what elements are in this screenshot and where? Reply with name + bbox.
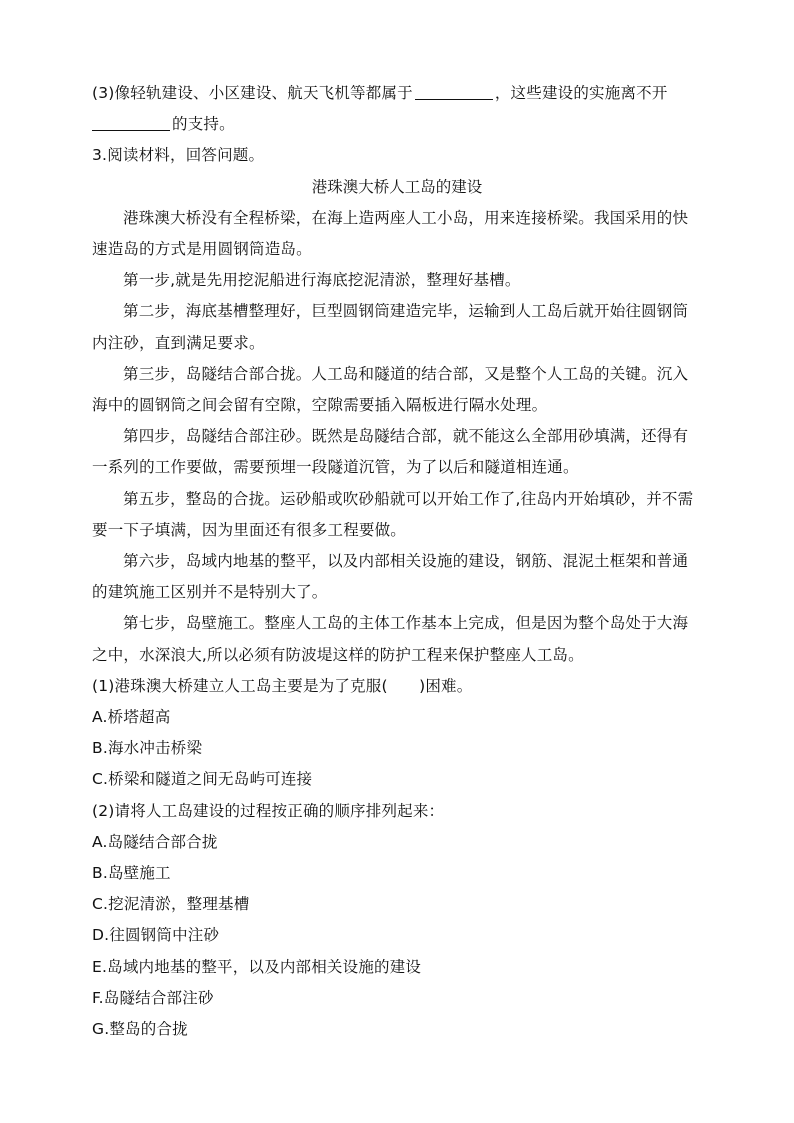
- article-line: 的建筑施工区别并不是特别大了。: [92, 583, 328, 602]
- question-2-option[interactable]: G.整岛的合拢: [92, 1020, 188, 1039]
- article-line: 第六步，岛域内地基的整平，以及内部相关设施的建设，钢筋、混泥土框架和普通: [123, 552, 689, 571]
- article-line: 第七步，岛壁施工。整座人工岛的主体工作基本上完成，但是因为整个岛处于大海: [123, 614, 689, 633]
- question-1-option[interactable]: A.桥塔超高: [92, 708, 171, 727]
- article-line: 要一下子填满，因为里面还有很多工程要做。: [92, 520, 407, 539]
- worksheet-page: [92, 78, 702, 1045]
- article-line: 第二步，海底基槽整理好，巨型圆钢筒建造完毕，运输到人工岛后就开始往圆钢筒: [123, 302, 689, 321]
- article-body: [92, 203, 702, 671]
- answer-blank-2[interactable]: [92, 112, 170, 131]
- article-line: 第一步,就是先用挖泥船进行海底挖泥清淤，整理好基槽。: [123, 271, 521, 290]
- article-line: 一系列的工作要做，需要预埋一段隧道沉管，为了以后和隧道相连通。: [92, 458, 579, 477]
- article-line: 速造岛的方式是用圆钢筒造岛。: [92, 240, 312, 259]
- question-2-option[interactable]: F.岛隧结合部注砂: [92, 988, 214, 1007]
- q3-part3-text-after: 的支持。: [172, 115, 235, 134]
- question-2-option[interactable]: E.岛域内地基的整平，以及内部相关设施的建设: [92, 957, 422, 976]
- question-3-intro: 3.阅读材料，回答问题。: [92, 146, 265, 165]
- question-2-option[interactable]: A.岛隧结合部合拢: [92, 832, 218, 851]
- article-line: 第四步，岛隧结合部注砂。既然是岛隧结合部，就不能这么全部用砂填满，还得有: [123, 427, 689, 446]
- q3-part3-text-before: (3)像轻轨建设、小区建设、航天飞机等都属于: [92, 84, 413, 102]
- article-title: 港珠澳大桥人工岛的建设: [311, 177, 483, 196]
- question-1-option[interactable]: B.海水冲击桥梁: [92, 739, 203, 758]
- article-line: 海中的圆钢筒之间会留有空隙，空隙需要插入隔板进行隔水处理。: [92, 396, 548, 415]
- answer-blank-1[interactable]: [415, 81, 493, 100]
- q3-part3-text-middle: ，这些建设的实施离不开: [494, 84, 668, 102]
- question-1-options: [92, 702, 702, 796]
- question-1-stem: (1)港珠澳大桥建立人工岛主要是为了克服( )困难。: [92, 676, 473, 695]
- article-line: 内注砂，直到满足要求。: [92, 333, 265, 352]
- question-1-option[interactable]: C.桥梁和隧道之间无岛屿可连接: [92, 770, 313, 789]
- question-2-option[interactable]: D.往圆钢筒中注砂: [92, 926, 220, 945]
- article-line: 第三步，岛隧结合部合拢。人工岛和隧道的结合部，又是整个人工岛的关键。沉入: [123, 364, 689, 383]
- article-line: 港珠澳大桥没有全程桥梁，在海上造两座人工小岛，用来连接桥梁。我国采用的快: [123, 208, 689, 227]
- question-2-stem: (2)请将人工岛建设的过程按正确的顺序排列起来：: [92, 801, 445, 820]
- question-2-options: [92, 827, 702, 1045]
- question-2-option[interactable]: C.挖泥清淤，整理基槽: [92, 895, 250, 914]
- article-line: 之中，水深浪大,所以必须有防波堤这样的防护工程来保护整座人工岛。: [92, 645, 584, 664]
- q3-part3-line1: [92, 78, 702, 109]
- q3-part3-line2: [92, 109, 702, 140]
- question-2-option[interactable]: B.岛壁施工: [92, 864, 171, 883]
- article-line: 第五步，整岛的合拢。运砂船或吹砂船就可以开始工作了,往岛内开始填砂，并不需: [123, 489, 694, 508]
